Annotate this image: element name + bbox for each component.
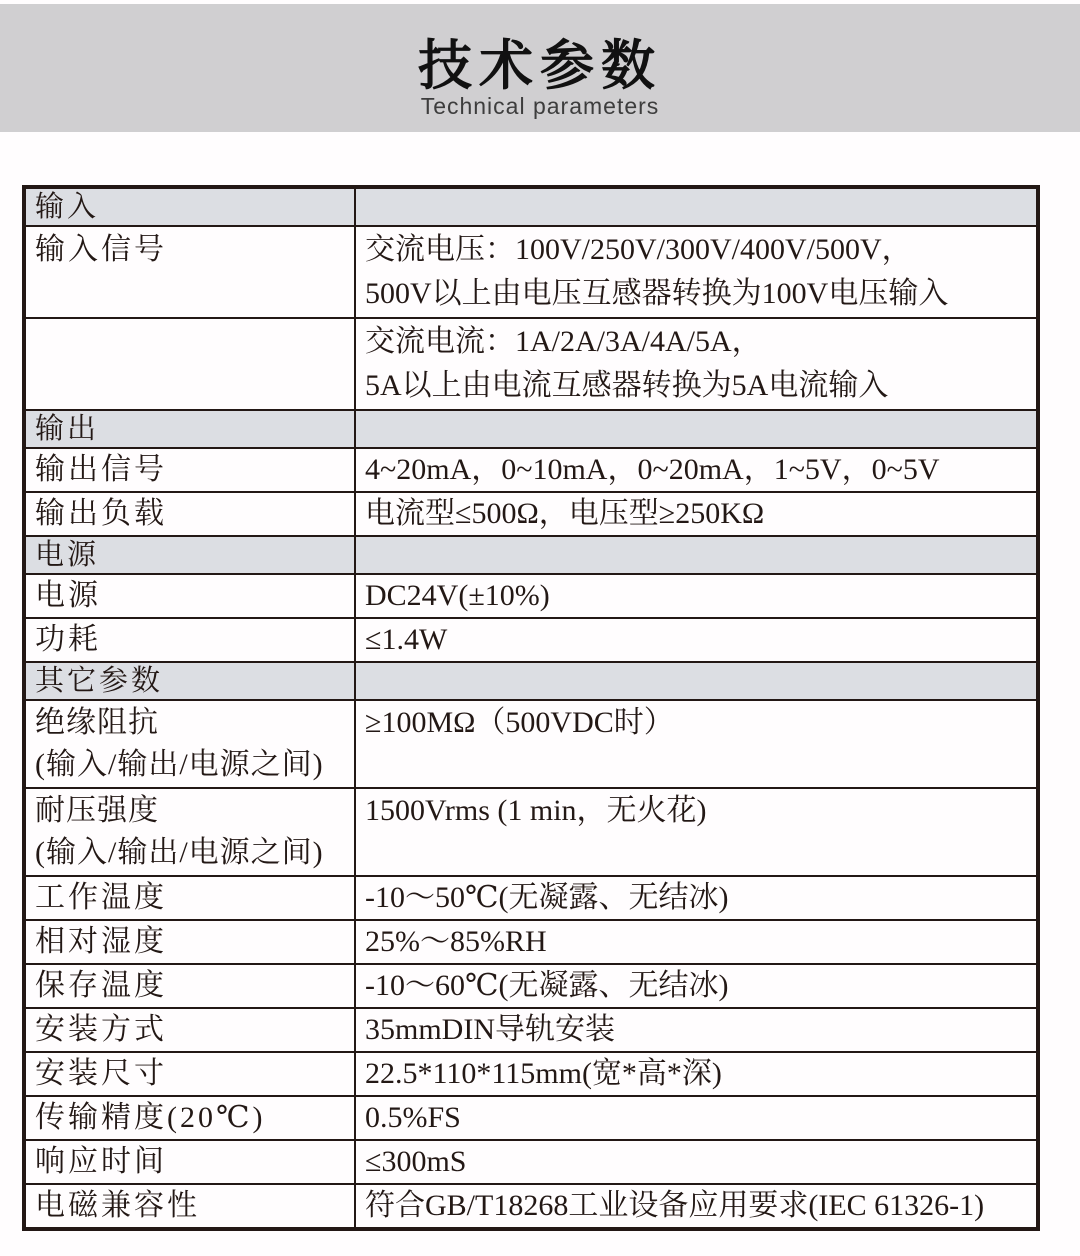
row-label: 电磁兼容性 [26, 1185, 356, 1227]
section-label: 其它参数 [26, 663, 356, 699]
row-label: 传输精度(20℃) [26, 1097, 356, 1139]
table-row-storage-temperature [26, 963, 1036, 1007]
section-label: 输入 [26, 189, 356, 225]
table-row-response-time [26, 1139, 1036, 1183]
value-line-1: 交流电压：100V/250V/300V/400V/500V， [365, 233, 912, 266]
row-value: ≤300mS [365, 1145, 467, 1178]
table-row-input-signal-voltage [26, 225, 1036, 317]
row-label: 响应时间 [26, 1141, 356, 1183]
row-value: 符合GB/T18268工业设备应用要求(IEC 61326-1) [365, 1189, 985, 1222]
row-label-empty [26, 319, 356, 409]
table-row-operating-temperature [26, 875, 1036, 919]
value-line-2: 5A以上由电流互感器转换为5A电流输入 [365, 369, 889, 402]
row-value: -10～60℃(无凝露、无结冰) [365, 969, 729, 1002]
row-value: 0.5%FS [365, 1101, 461, 1134]
row-label: 输出信号 [26, 449, 356, 491]
row-label [26, 789, 356, 875]
table-row-mounting-method [26, 1007, 1036, 1051]
table-row-insulation-resistance [26, 699, 1036, 787]
row-label: 保存温度 [26, 965, 356, 1007]
section-value-empty [356, 663, 1036, 699]
row-value: ≤1.4W [365, 623, 448, 656]
row-value: -10～50℃(无凝露、无结冰) [365, 881, 729, 914]
section-value-empty [356, 537, 1036, 573]
table-row-output-signal [26, 447, 1036, 491]
label-line-2: (输入/输出/电源之间) [35, 836, 324, 869]
table-row-power-supply [26, 573, 1036, 617]
row-value: 4~20mA，0~10mA，0~20mA，1~5V，0~5V [365, 453, 940, 486]
label-line-1: 耐压强度 [35, 794, 159, 827]
row-value: 电流型≤500Ω，电压型≥250KΩ [365, 497, 765, 530]
row-label [26, 701, 356, 787]
title-band [0, 4, 1080, 132]
row-value: 25%～85%RH [365, 925, 547, 958]
row-label: 电源 [26, 575, 356, 617]
page-subtitle: Technical parameters [420, 93, 660, 119]
table-row-input-signal-current [26, 317, 1036, 409]
row-label: 安装尺寸 [26, 1053, 356, 1095]
section-row-input [26, 189, 1036, 225]
row-value [356, 227, 1036, 317]
row-label: 工作温度 [26, 877, 356, 919]
spec-table [22, 185, 1040, 1231]
section-label: 输出 [26, 411, 356, 447]
row-label: 输出负载 [26, 493, 356, 535]
section-row-other-params [26, 661, 1036, 699]
table-row-output-load [26, 491, 1036, 535]
row-value: 1500Vrms (1 min，无火花) [365, 794, 707, 827]
table-row-mounting-dimensions [26, 1051, 1036, 1095]
row-value: 35mmDIN导轨安装 [365, 1013, 615, 1046]
table-row-relative-humidity [26, 919, 1036, 963]
table-row-power-consumption [26, 617, 1036, 661]
section-value-empty [356, 189, 1036, 225]
value-line-2: 500V以上由电压互感器转换为100V电压输入 [365, 277, 949, 310]
row-label: 相对湿度 [26, 921, 356, 963]
row-value [356, 319, 1036, 409]
section-value-empty [356, 411, 1036, 447]
section-label: 电源 [26, 537, 356, 573]
section-row-power [26, 535, 1036, 573]
value-line-1: 交流电流：1A/2A/3A/4A/5A， [365, 325, 762, 358]
row-value: ≥100MΩ（500VDC时） [365, 706, 674, 739]
row-label: 功耗 [26, 619, 356, 661]
table-row-withstand-voltage [26, 787, 1036, 875]
table-row-transmission-accuracy [26, 1095, 1036, 1139]
page-title: 技术参数 [418, 36, 662, 96]
row-label: 输入信号 [26, 227, 356, 317]
label-line-2: (输入/输出/电源之间) [35, 748, 324, 781]
table-row-emc [26, 1183, 1036, 1227]
label-line-1: 绝缘阻抗 [35, 706, 159, 739]
row-label: 安装方式 [26, 1009, 356, 1051]
row-value: 22.5*110*115mm(宽*高*深) [365, 1057, 722, 1090]
row-value: DC24V(±10%) [365, 579, 550, 612]
section-row-output [26, 409, 1036, 447]
